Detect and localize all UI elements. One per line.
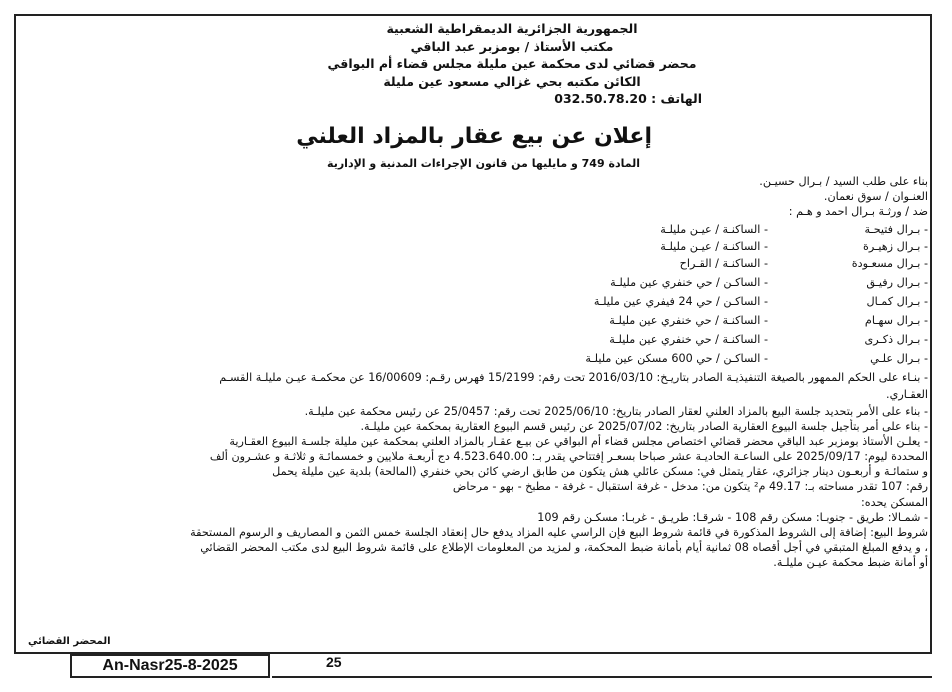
defendants-line: ضد / ورثـة بـرال احمد و هـم : <box>788 205 928 219</box>
list-item <box>330 239 928 256</box>
list-item <box>330 332 928 349</box>
sale-paragraph-line: - يعلـن الأستاذ بومزبر عبد الباقي محضر قضائي اختصاص مجلس قضاء أم البواقي عن بيـع عقـار بالمزاد العلني بمحكمة عين مليلة جلسـة البيوع العقـارية <box>229 434 928 448</box>
judgment-paragraph-cont <box>30 387 928 404</box>
heir-name: - بـرال زهيـرة <box>863 239 928 253</box>
list-item <box>330 351 928 368</box>
order-line: - بناء على الأمر بتحديد جلسة البيع بالمزاد العلني لعقار الصادر بتاريخ: 2025/06/10 تحت رقم: 25/0457 عن رئيس محكمة عين مليلـة. <box>304 404 928 418</box>
list-item <box>330 294 928 311</box>
phone-number: 032.50.78.20 <box>554 91 647 106</box>
sale-paragraph-line: و ستمائـة و أربعـون دينار جزائري، عقار يتمثل في: مسكن عائلي هش يتكون من طابق ارضي كائن بحي خنفري (المالحة) بلدية عين مليلة يحمل <box>272 465 928 479</box>
legal-reference: المادة 749 و مايليها من قانون الإجراءات المدنية و الإدارية <box>327 157 640 170</box>
announcement-title: إعلان عن بيع عقار بالمزاد العلني <box>296 124 652 149</box>
list-item <box>330 222 928 239</box>
postponement-paragraph: - بناء على أمر بتأجيل جلسة البيوع العقارية الصادر بتاريخ: 2025/07/02 عن رئيس قسم البيوع العقارية بمحكمة عين مليلـة. <box>360 419 928 433</box>
office-name: مكتب الأستاذ / بومزبر عبد الباقي <box>410 38 614 54</box>
list-item <box>330 313 928 330</box>
office-description: محضر قضائي لدى محكمة عين مليلة مجلس قضاء أم البواقي <box>327 56 697 71</box>
heir-address: - الساكنـة / عيـن مليلـة <box>660 239 768 253</box>
conditions-line: شروط البيع: إضافة إلى الشروط المذكورة في قائمة شروط البيع فإن الراسي عليه المزاد يدفع حال إنعقاد الجلسة خمس الثمن و المصاريف و الرسوم المستحقة <box>190 526 928 540</box>
office-phone <box>232 90 792 108</box>
judgment-line: العقـاري. <box>886 387 928 401</box>
heir-address: - الساكـن / حي 600 مسكن عين مليلـة <box>585 351 768 365</box>
conditions-line: أو أمانة ضبط محكمة عيـن مليلـة. <box>773 556 928 570</box>
boundaries-heading: المسكن يحده: <box>860 495 928 509</box>
heir-address: - الساكنـة / القـراح <box>679 256 768 270</box>
list-item <box>330 256 928 273</box>
heir-address: - الساكنـة / عيـن مليلـة <box>660 222 768 236</box>
heir-name: - بـرال فتيحـة <box>864 222 928 236</box>
heir-address: - الساكنـة / حي خنفري عين مليلـة <box>609 313 768 327</box>
heir-name: - بـرال سهـام <box>864 313 928 327</box>
publication-tag: An-Nasr25-8-2025 <box>70 654 270 678</box>
heir-address: - الساكـن / حي 24 فيفري عين مليلـة <box>593 294 768 308</box>
heir-name: - بـرال علـي <box>870 351 928 365</box>
footer-divider <box>272 676 932 678</box>
boundaries-line: - شمـالا: طريق - جنوبـا: مسكن رقم 108 - شرقـا: طريـق - غربـا: مسكـن رقم 109 <box>537 510 928 524</box>
heir-name: - بـرال كمـال <box>866 294 928 308</box>
republic-line: الجمهورية الجزائرية الديمقراطية الشعبية <box>386 21 638 36</box>
sale-paragraph-line: رقم: 107 تقدر مساحته بـ: 49.17 م² يتكون من: مدخل - غرفة استقبال - غرفة - مطبخ - بهو - مرحاض <box>452 480 928 494</box>
page-number: 25 <box>326 654 342 670</box>
list-item <box>330 275 928 292</box>
announcement-body <box>30 174 928 571</box>
requester-address: العنـوان / سوق نعمان. <box>823 190 928 204</box>
office-header <box>232 20 792 108</box>
requester-line: بناء على طلب السيد / بـرال حسيـن. <box>759 175 928 188</box>
phone-label: الهاتف : <box>651 91 702 106</box>
heirs-list <box>30 222 928 419</box>
sale-paragraph-line: المحددة ليوم: 2025/09/17 على الساعـة الحاديـة عشر صباحا بسعـر إفتتاحي يقدر بـ: 4.523.640.00 دج أربعـة ملايين و خمسمائـة و ثلاثـة و عشـرون ألف <box>209 450 928 464</box>
order-paragraph <box>30 404 928 421</box>
heir-name: - بـرال مسعـودة <box>851 256 928 270</box>
bailiff-signature: المحضر القضائي <box>28 636 111 647</box>
office-address: الكائن مكتبه بحي غزالي مسعود عين مليلة <box>383 73 641 89</box>
heir-name: - بـرال ذكـرى <box>864 332 928 346</box>
heir-name: - بـرال رفيـق <box>866 275 928 289</box>
judgment-paragraph <box>30 370 928 387</box>
heir-address: - الساكنـة / حي خنفري عين مليلـة <box>609 332 768 346</box>
judgment-line: - بنـاء على الحكم الممهور بالصيغة التنفيذيـة الصادر بتاريـخ: 2016/03/10 تحت رقم: 15/2199 فهرس رقـم: 16/00609 عن محكمـة عيـن مليلـة القسـم <box>219 370 928 384</box>
conditions-line: ، و يدفع المبلغ المتبقي في أجل أقصاه 08 ثمانية أيام بأمانة ضبط المحكمة، و لمزيد من المعلومات الإطلاع على قائمة شروط البيع لدى مكتب المحضر القضائي <box>200 541 928 555</box>
heir-address: - الساكـن / حي خنفري عين مليلـة <box>610 275 768 289</box>
